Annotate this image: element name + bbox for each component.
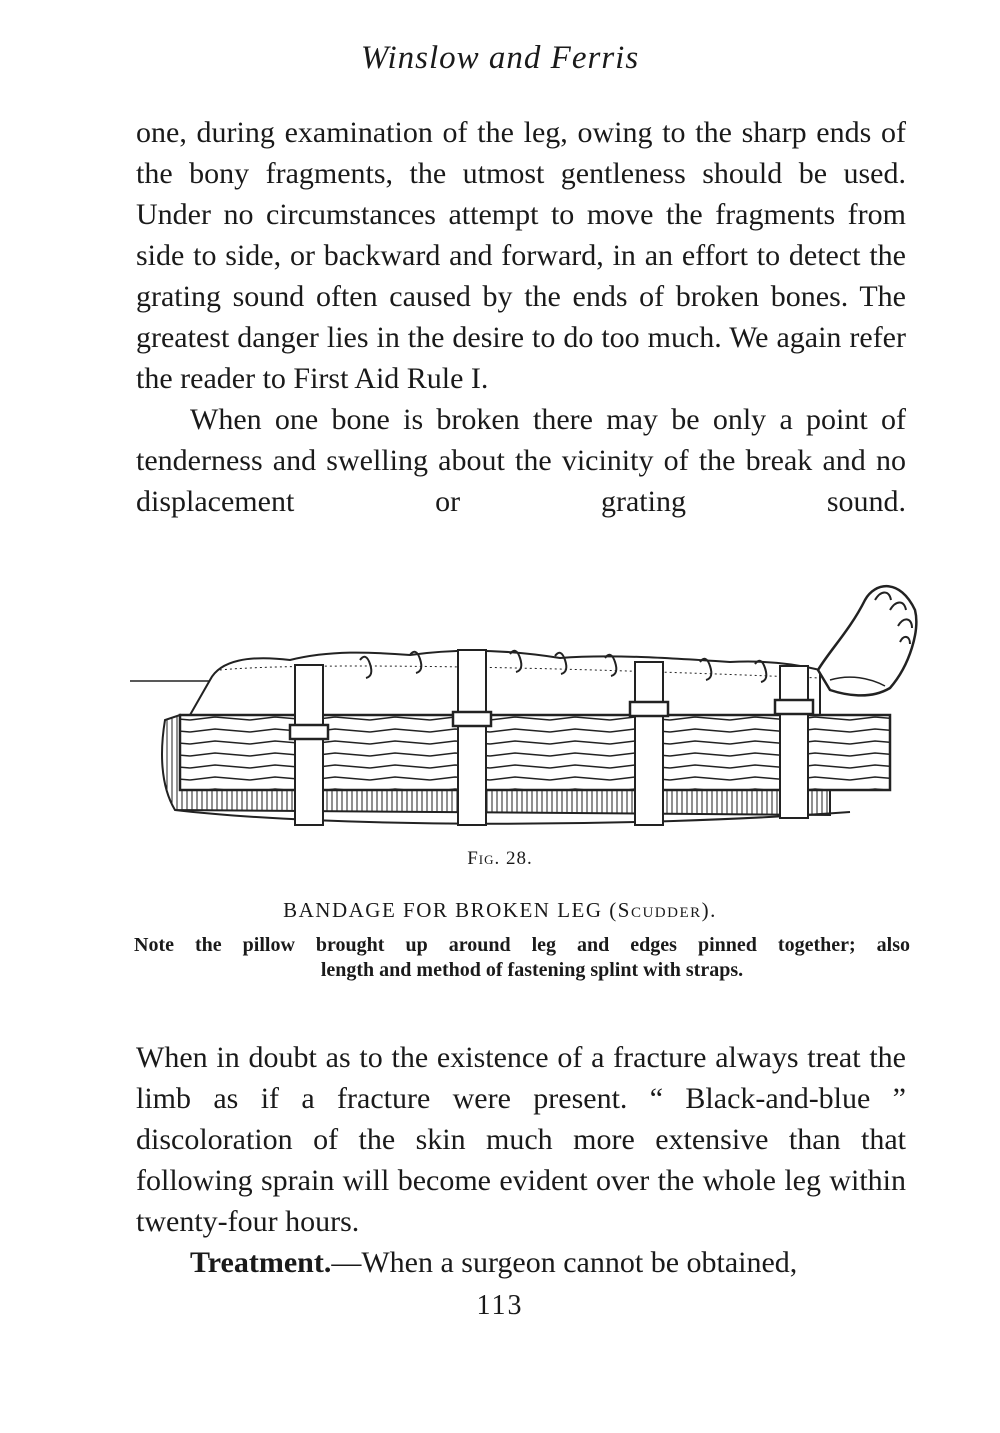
figure-number: Fig. 28.	[467, 848, 533, 869]
body-text-top	[136, 112, 906, 522]
treatment-heading: Treatment.	[190, 1246, 332, 1279]
figure-caption	[134, 933, 910, 983]
treatment-text: —When a surgeon cannot be obtained,	[331, 1246, 798, 1279]
paragraph-3: When in doubt as to the existence of a fracture always treat the limb as if a fracture were present. “ Black-and-blue ” discoloration of the skin much more extensive than that following sprain will become evident over the whole leg within twenty-four hours.	[136, 1041, 906, 1238]
running-head: Winslow and Ferris	[360, 40, 640, 76]
page-number: 113	[476, 1290, 524, 1321]
caption-line-2: length and method of fastening splint with straps.	[320, 959, 744, 981]
caption-line-1: Note the pillow brought up around leg and edges pinned together; also	[134, 934, 910, 956]
body-text-bottom	[136, 1037, 906, 1283]
paragraph-treatment	[136, 1242, 906, 1283]
figure-title: BANDAGE FOR BROKEN LEG (Scudder).	[283, 898, 717, 922]
figure-bandaged-leg-illustration	[130, 570, 930, 835]
paragraph-2: When one bone is broken there may be only a point of tenderness and swelling about the vicinity of the break and no displacement or grating sound.	[136, 403, 906, 518]
bandaged-leg-drawing	[130, 570, 930, 835]
paragraph-1: one, during examination of the leg, owing to the sharp ends of the bony fragments, the utmost gentleness should be used. Under no circumstances attempt to move the fragments from side to side, or backward and forward, in an effort to detect the grating sound often caused by the ends of broken bones. The greatest danger lies in the desire to do too much. We again refer the reader to First Aid Rule I.	[136, 116, 906, 395]
